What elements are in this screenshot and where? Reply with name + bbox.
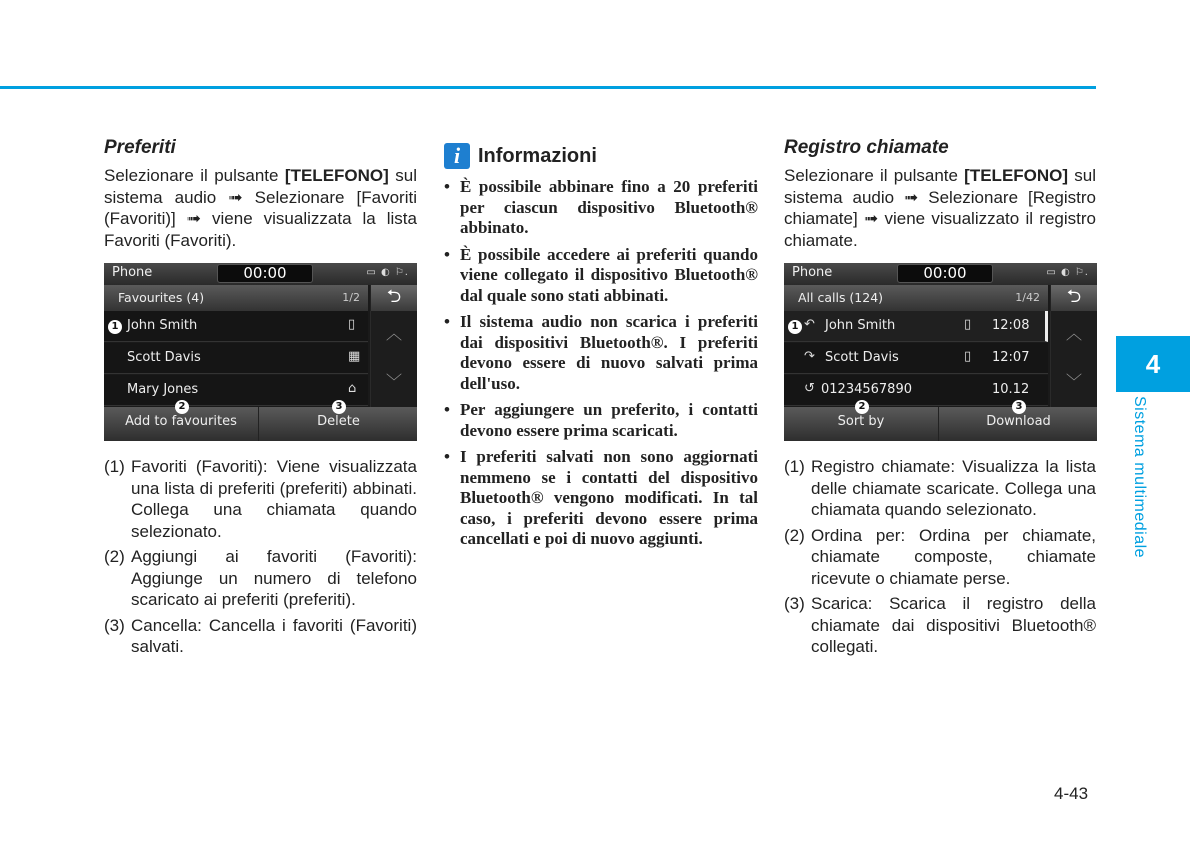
info-box	[444, 137, 758, 556]
item-number: (1)	[784, 457, 805, 476]
list-header	[784, 285, 1048, 311]
item-text: Ordina per: Ordina per chiamate, chiamate composte, chiamate ricevute o chiamate perse.	[811, 525, 1096, 588]
list-title: Favourites (4)	[118, 290, 205, 305]
list-item	[784, 525, 1096, 590]
home-icon: ⌂	[348, 381, 357, 396]
item-text: Favoriti (Favoriti): Viene visualizzata una lista di preferiti (preferiti) abbinati. Collega una chiamata quando selezionato.	[131, 457, 417, 541]
list-item	[784, 456, 1096, 521]
mobile-phone-icon: ▯	[964, 317, 972, 332]
favourite-row[interactable]	[104, 343, 368, 374]
clock: 00:00	[897, 264, 993, 283]
callout-3: 3	[1012, 400, 1026, 414]
callout-descriptions	[104, 456, 417, 658]
list-item	[104, 615, 417, 658]
app-name: Phone	[792, 265, 833, 280]
contact-name: Mary Jones	[127, 382, 199, 397]
screen-status-bar	[784, 263, 1097, 285]
callout-descriptions	[784, 456, 1096, 658]
add-to-favourites-button[interactable]: Add to favourites	[104, 407, 259, 441]
app-name: Phone	[112, 265, 153, 280]
list-title: All calls (124)	[798, 290, 884, 305]
call-row[interactable]	[784, 311, 1048, 342]
back-icon[interactable]: ⮌	[1050, 285, 1097, 311]
section-title: Registro chiamate	[784, 137, 949, 158]
page-indicator: 1/42	[1015, 291, 1040, 304]
callout-2: 2	[855, 400, 869, 414]
scroll-up-icon[interactable]: ︿	[1050, 311, 1097, 359]
callout-1: 1	[788, 320, 802, 334]
download-button[interactable]: Download	[986, 414, 1051, 429]
item-text: Scarica: Scarica il registro della chiamate dai dispositivi Bluetooth® collegati.	[811, 594, 1096, 656]
callout-1: 1	[108, 320, 122, 334]
chapter-tab: 4	[1116, 336, 1190, 392]
mobile-phone-icon: ▯	[964, 349, 972, 364]
incoming-call-icon: ↶	[804, 317, 815, 332]
section-title: Preferiti	[104, 137, 176, 158]
item-number: (3)	[104, 615, 125, 635]
info-icon: i	[444, 143, 470, 169]
item-number: (3)	[784, 594, 805, 613]
bullet-item: • I preferiti salvati non sono aggiornati nemmeno se i contatti del dispositivo Bluetooth® vengono modificati. In tal caso, i preferiti devono essere prima cancellati e poi di nuovo aggiunti.	[444, 447, 758, 550]
call-time: 12:07	[992, 350, 1030, 365]
screen-button-bar	[104, 407, 417, 441]
page-number: 4-43	[1054, 784, 1089, 803]
call-row[interactable]	[784, 343, 1048, 374]
missed-call-icon: ↺	[804, 381, 815, 396]
delete-button[interactable]: Delete	[317, 414, 360, 429]
item-number: (2)	[784, 525, 805, 545]
call-row[interactable]	[784, 375, 1048, 406]
item-text: Registro chiamate: Visualizza la lista delle chiamate scaricate. Collega una chiamata quando selezionato.	[811, 457, 1096, 519]
favourites-screen	[104, 263, 417, 441]
scroll-down-icon[interactable]: ﹀	[1050, 359, 1097, 407]
section-preferiti	[104, 137, 417, 662]
caller-number: 01234567890	[821, 382, 912, 397]
contact-name: Scott Davis	[127, 350, 201, 365]
mobile-phone-icon: ▯	[348, 317, 356, 332]
favourite-row[interactable]	[104, 375, 368, 406]
page-indicator: 1/2	[342, 291, 360, 304]
list-item	[784, 593, 1096, 658]
intro-button-name: [TELEFONO]	[964, 166, 1069, 185]
intro-text	[784, 165, 1096, 251]
list-header	[104, 285, 368, 311]
scroll-down-icon[interactable]: ﹀	[370, 359, 417, 407]
intro-part: Selezionare il pulsante	[104, 166, 279, 185]
chapter-label: Sistema multimediale	[1131, 396, 1148, 559]
call-time: 10.12	[992, 382, 1030, 397]
call-history-screen	[784, 263, 1097, 441]
top-rule	[0, 86, 1096, 89]
list-item	[104, 546, 417, 611]
intro-text	[104, 165, 417, 251]
intro-part: Selezionare il pulsante	[784, 166, 958, 185]
office-phone-icon: ▦	[348, 349, 361, 364]
back-icon[interactable]: ⮌	[370, 285, 417, 311]
info-title: Informazioni	[478, 144, 597, 167]
intro-part: sul sistema audio ➟ Selezionare [Registro chiamate] ➟ viene visualizzato il registro chiamate.	[784, 166, 1096, 250]
section-registro-chiamate	[784, 137, 1096, 662]
bullet-item: • È possibile abbinare fino a 20 preferiti per ciascun dispositivo Bluetooth® abbinato.	[444, 177, 758, 239]
contact-name: John Smith	[127, 318, 198, 333]
clock: 00:00	[217, 264, 313, 283]
favourite-row[interactable]	[104, 311, 368, 342]
callout-2: 2	[175, 400, 189, 414]
scroll-up-icon[interactable]: ︿	[370, 311, 417, 359]
callout-3: 3	[332, 400, 346, 414]
bullet-item: • È possibile accedere ai preferiti quando viene collegato il dispositivo Bluetooth® dal quale sono stati abbinati.	[444, 245, 758, 307]
info-bullets	[444, 177, 758, 550]
list-item	[104, 456, 417, 542]
screen-button-bar	[784, 407, 1097, 441]
item-text: Cancella: Cancella i favoriti (Favoriti) salvati.	[131, 615, 417, 656]
caller-name: John Smith	[825, 318, 896, 333]
intro-part: sul sistema audio ➟ Selezionare [Favoriti (Favoriti)] ➟ viene visualizzata la lista Favoriti (Favoriti).	[104, 166, 417, 250]
intro-button-name: [TELEFONO]	[284, 166, 389, 185]
outgoing-call-icon: ↷	[804, 349, 815, 364]
call-time: 12:08	[992, 318, 1030, 333]
item-text: Aggiungi ai favoriti (Favoriti): Aggiunge un numero di telefono scaricato ai preferiti (preferiti).	[131, 547, 417, 609]
bullet-item: • Il sistema audio non scarica i preferiti dai dispositivi Bluetooth®. I preferiti devono essere di nuovo salvati prima dell'uso.	[444, 312, 758, 394]
info-header	[444, 143, 758, 169]
item-number: (1)	[104, 457, 125, 476]
item-number: (2)	[104, 547, 125, 566]
caller-name: Scott Davis	[825, 350, 899, 365]
screen-status-bar	[104, 263, 417, 285]
status-icons: ▭ ◐ ⚐.	[366, 267, 409, 278]
sort-by-button[interactable]: Sort by	[784, 407, 939, 441]
status-icons: ▭ ◐ ⚐.	[1046, 267, 1089, 278]
bullet-item: • Per aggiungere un preferito, i contatti devono essere prima scaricati.	[444, 400, 758, 441]
